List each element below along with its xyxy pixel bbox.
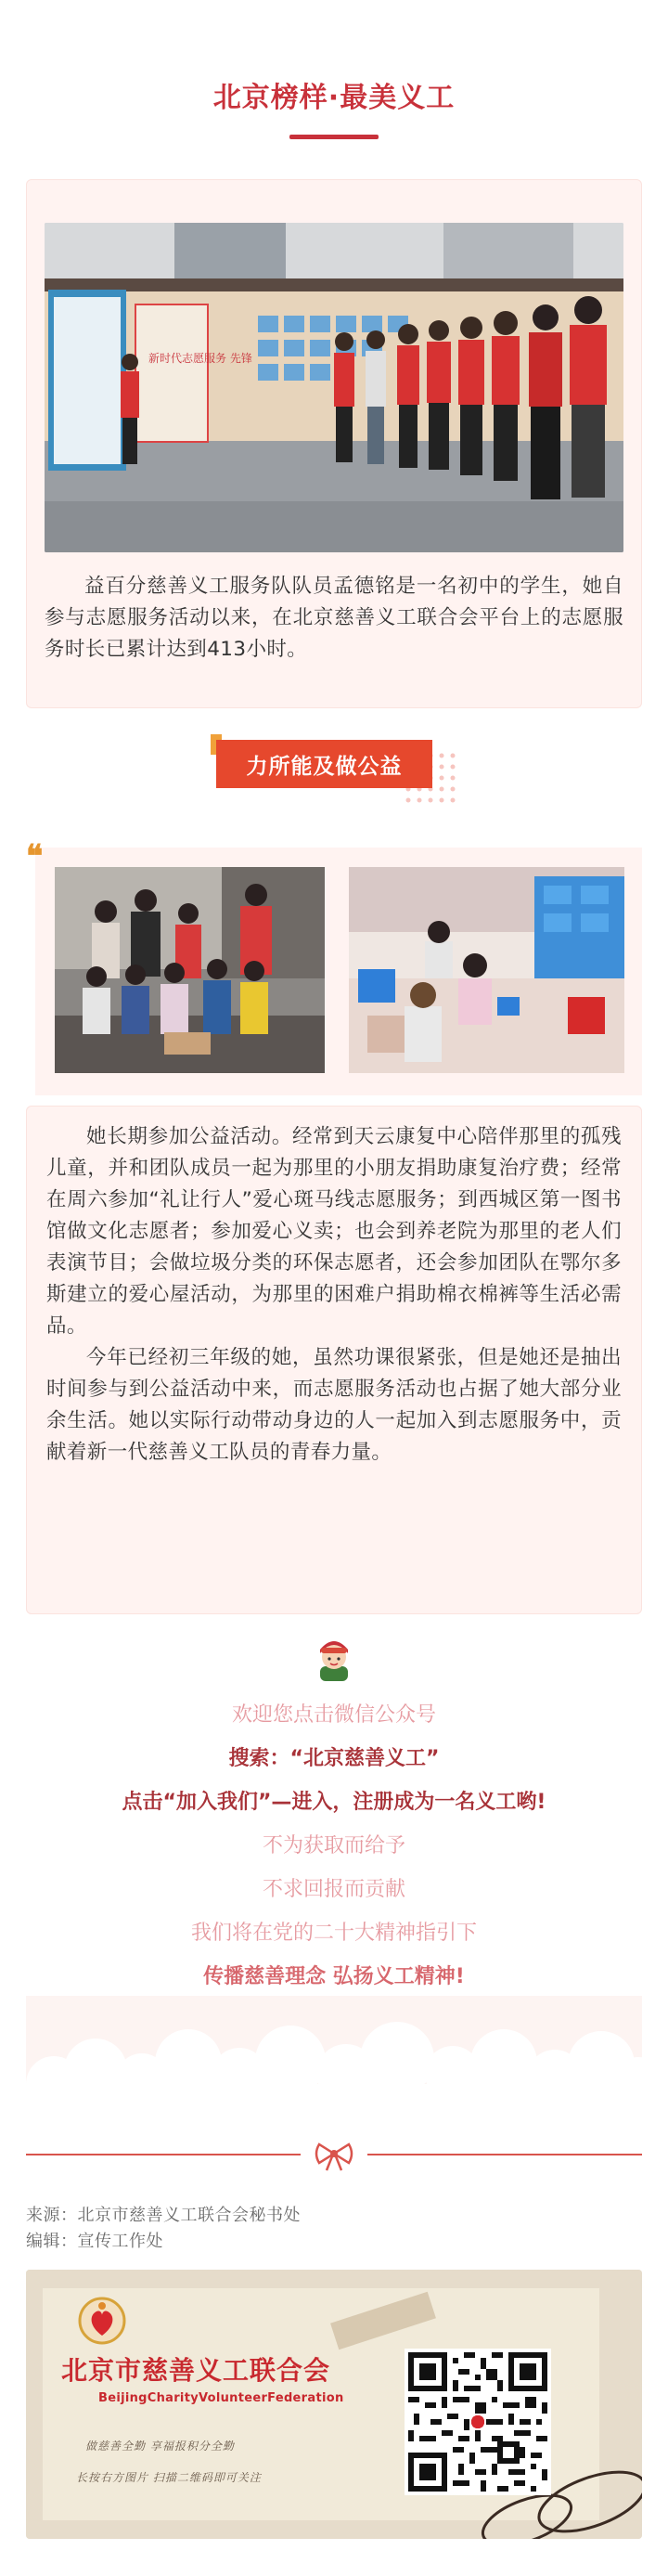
org-logo-icon	[78, 2295, 126, 2347]
story-paragraph-1: 她长期参加公益活动。经常到天云康复中心陪伴那里的孤残儿童，并和团队成员一起为那里的小朋友捐助康复治疗费；经常在周六参加“礼让行人”爱心斑马线志愿服务；到西城区第一图书馆做文化志愿者；参加爱心义卖；也会到养老院为那里的老人们表演节目；会做垃圾分类的环保志愿者，还会参加团队在鄂尔多斯建立的爱心屋活动，为那里的困难户捐助棉衣棉裤等生活必需品。	[46, 1125, 622, 1338]
volunteers-photo	[45, 223, 623, 552]
page-title: 北京榜样·最美义工	[212, 82, 456, 114]
promo-line-3: 点击“加入我们”—进入，注册成为一名义工哟!	[122, 1791, 546, 1814]
section-heading: 力所能及做公益	[216, 740, 432, 788]
bow-icon	[312, 2137, 356, 2174]
promo-line-7: 传播慈善理念 弘扬义工精神!	[203, 1965, 465, 1988]
promo-line-2: 搜索：“北京慈善义工”	[228, 1747, 440, 1770]
org-name: 北京市慈善义工联合会	[61, 2355, 331, 2386]
promo-line-1: 欢迎您点击微信公众号	[231, 1703, 436, 1727]
title-underline	[289, 135, 379, 139]
divider-right	[367, 2154, 642, 2155]
photo-banner-text: 新时代志愿服务 先锋	[148, 352, 252, 365]
story-paragraph-2: 今年已经初三年级的她，虽然功课很紧张，但是她还是抽出时间参与到公益活动中来，而志愿服务活动也占据了她大部分业余生活。她以实际行动带动身边的人一起加入到志愿服务中，贡献着新一代慈善义工队员的青春力量。	[46, 1346, 622, 1464]
editor-credit: 编辑：宣传工作处	[26, 2232, 163, 2251]
title-wrap	[0, 65, 668, 121]
cloud-decoration	[26, 1996, 642, 2107]
quote-icon: ❝	[26, 838, 44, 875]
org-name-en: BeijingCharityVolunteerFederation	[98, 2391, 344, 2405]
banner-slogan-1: 做慈善全勤 享福报积分全勤	[85, 2440, 235, 2453]
promo-line-6: 我们将在党的二十大精神指引下	[190, 1922, 477, 1945]
intro-paragraph: 益百分慈善义工服务队队员孟德铭是一名初中的学生，她自参与志愿服务活动以来，在北京慈善义工联合会平台上的志愿服务时长已累计达到413小时。	[45, 575, 623, 661]
children-group-photo	[55, 867, 325, 1073]
children-playing-photo	[349, 867, 624, 1073]
story-text	[46, 1121, 622, 1469]
divider-left	[26, 2154, 301, 2155]
qr-code[interactable]	[405, 2349, 551, 2495]
promo-line-5: 不求回报而贡献	[262, 1878, 405, 1901]
volunteer-mascot-icon	[313, 1635, 355, 1681]
banner-slogan-2: 长按右方图片 扫描二维码即可关注	[76, 2471, 262, 2484]
promo-line-4: 不为获取而给予	[262, 1834, 405, 1858]
source-credit: 来源：北京市慈善义工联合会秘书处	[26, 2206, 301, 2225]
